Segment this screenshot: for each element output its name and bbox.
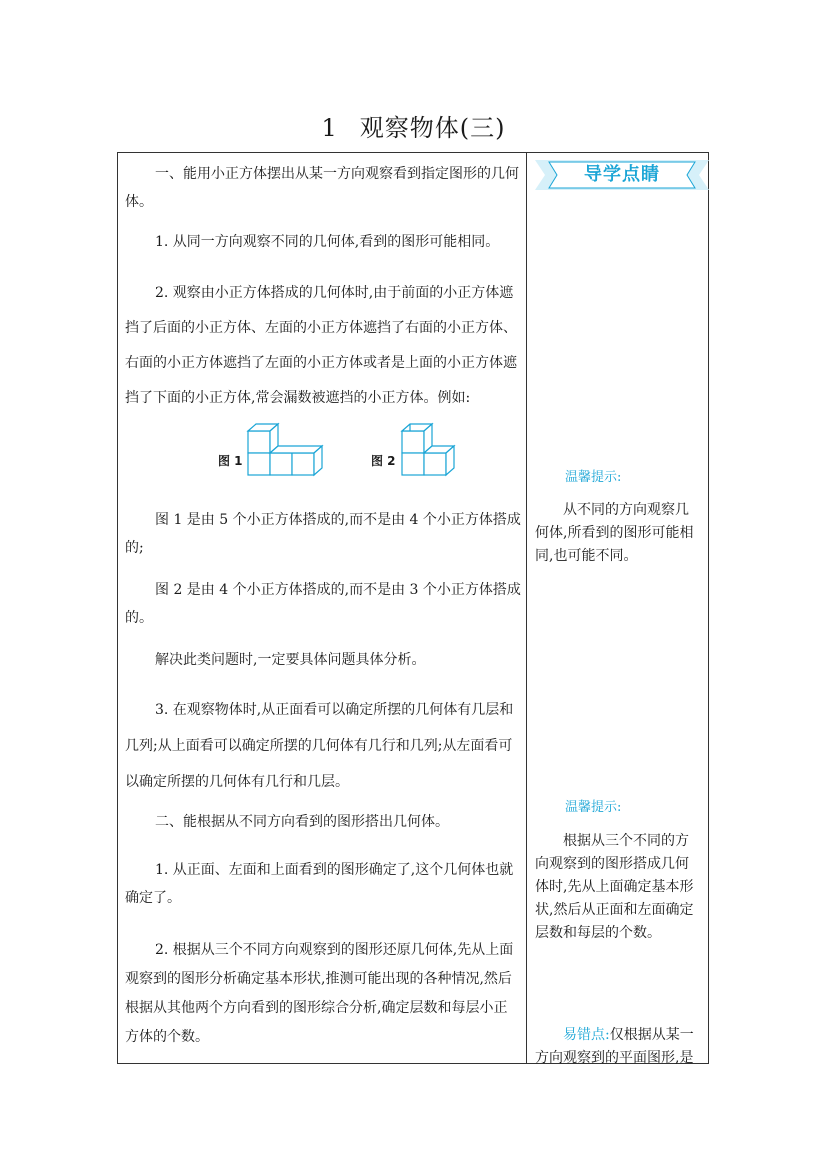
title-text: 观察物体(三) xyxy=(359,114,506,142)
figure-2-label: 图 2 xyxy=(371,454,396,468)
figure-1-label: 图 1 xyxy=(218,454,243,468)
paragraph-fig2-note: 图 2 是由 4 个小正方体搭成的,而不是由 3 个小正方体搭成的。 xyxy=(125,582,521,626)
paragraph-2-2: 2. 根据从三个不同方向观察到的图形还原几何体,先从上面观察到的图形分析确定基本形状,推测可能出现的各种情况,然后根据从其他两个方向看到的图形综合分析,确定层数和每层小正方体的个数。 xyxy=(125,942,514,1045)
tip-1-heading: 温馨提示: xyxy=(565,470,622,485)
paragraph-1-3: 3. 在观察物体时,从正面看可以确定所摆的几何体有几层和几列;从上面看可以确定所摆的几何体有几行和几列;从左面看可以确定所摆的几何体有几行和几层。 xyxy=(125,702,514,790)
page-title xyxy=(0,108,827,143)
tip-2-body xyxy=(535,830,700,945)
tip-2-text: 根据从三个不同的方向观察到的图形搭成几何体时,先从上面确定基本形状,然后从正面和左面确定层数和每层的个数。 xyxy=(535,833,694,941)
error-point-text xyxy=(535,1024,700,1070)
column-divider xyxy=(526,152,527,1064)
banner-title: 导学点睛 xyxy=(584,164,660,185)
figure-2-cubes xyxy=(398,422,460,482)
paragraph-2-1: 1. 从正面、左面和上面看到的图形确定了,这个几何体也就确定了。 xyxy=(125,862,514,906)
paragraph-section-1: 一、能用小正方体摆出从某一方向观察看到指定图形的几何体。 xyxy=(125,166,519,210)
tip-1-body xyxy=(535,499,700,568)
paragraph-advice: 解决此类问题时,一定要具体问题具体分析。 xyxy=(155,652,426,668)
error-point-body: 仅根据从某一方向观察到的平面图形,是 xyxy=(535,1027,694,1066)
error-point-heading: 易错点: xyxy=(563,1027,610,1043)
paragraph-1-2: 2. 观察由小正方体搭成的几何体时,由于前面的小正方体遮挡了后面的小正方体、左面的小正方体遮挡了右面的小正方体、右面的小正方体遮挡了左面的小正方体或者是上面的小正方体遮挡了下面的小正方体,常会漏数被遮挡的小正方体。例如: xyxy=(125,285,517,406)
tip-2-heading: 温馨提示: xyxy=(565,800,622,815)
title-number: 1 xyxy=(321,114,338,142)
paragraph-section-2: 二、能根据从不同方向看到的图形搭出几何体。 xyxy=(155,814,449,830)
tip-1-text: 从不同的方向观察几何体,所看到的图形可能相同,也可能不同。 xyxy=(535,502,694,564)
guide-banner xyxy=(535,160,709,190)
paragraph-fig1-note: 图 1 是由 5 个小正方体搭成的,而不是由 4 个小正方体搭成的; xyxy=(125,512,521,556)
figure-1-cubes xyxy=(244,422,326,482)
error-point xyxy=(535,1024,700,1070)
paragraph-1-1: 1. 从同一方向观察不同的几何体,看到的图形可能相同。 xyxy=(155,234,500,250)
